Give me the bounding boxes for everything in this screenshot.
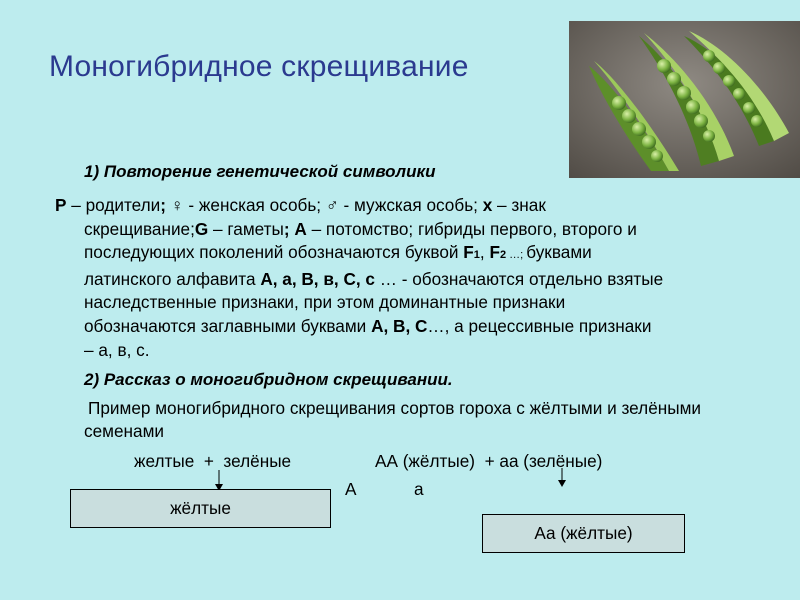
symbol-x-def: – знак bbox=[492, 195, 546, 215]
cross-phenotypes: желтые + зелёные bbox=[134, 451, 292, 471]
symbol-a: А bbox=[289, 218, 307, 239]
section2-heading: 2) Рассказ о моногибридном скрещивании. bbox=[84, 370, 453, 389]
slide-title: Моногибридное скрещивание bbox=[49, 50, 469, 83]
text-fragment: обозначаются заглавными буквами bbox=[84, 315, 372, 336]
symbol-g-def: – гаметы bbox=[208, 218, 284, 239]
symbols-line6 bbox=[55, 315, 770, 339]
symbol-x: х bbox=[482, 195, 493, 215]
symbols-paragraph bbox=[55, 194, 770, 362]
offspring-box-phenotype: жёлтые bbox=[70, 489, 331, 528]
gamete-dominant: А bbox=[345, 479, 357, 499]
text-fragment: – потомство; гибриды первого, второго и bbox=[306, 218, 637, 239]
symbol-f: F bbox=[463, 242, 474, 263]
separator: ; bbox=[283, 218, 290, 239]
symbols-line5: наследственные признаки, при этом доминантные признаки bbox=[84, 292, 566, 313]
symbol-p-def: – родители bbox=[66, 195, 161, 215]
symbol-g: G bbox=[194, 218, 209, 239]
text-fragment: последующих поколений обозначаются буквой bbox=[84, 242, 464, 263]
example-sentence: Пример моногибридного скрещивания сортов гороха с жёлтыми и зелёными семенами bbox=[84, 398, 702, 441]
example-text bbox=[84, 397, 744, 443]
latin-letters: А, а, В, в, С, с bbox=[260, 268, 375, 289]
gamete-recessive: а bbox=[414, 479, 424, 499]
pea-pods-image bbox=[569, 21, 800, 178]
symbols-line3 bbox=[55, 241, 770, 268]
cross-genotypes: АА (жёлтые) + аа (зелёные) bbox=[375, 451, 603, 471]
text-fragment: …; bbox=[506, 249, 527, 262]
symbols-line1 bbox=[55, 194, 770, 218]
symbols-line7: – а, в, с. bbox=[84, 339, 150, 360]
symbols-line4 bbox=[55, 268, 770, 292]
sex-symbols-def: ♀ - женская особь; ♂ - мужская особь; bbox=[165, 195, 483, 215]
symbol-f2: F bbox=[489, 242, 500, 263]
pea-pods-photo bbox=[569, 21, 800, 178]
text-fragment: латинского алфавита bbox=[84, 268, 261, 289]
text-fragment: … - обозначаются отдельно взятые bbox=[375, 268, 664, 289]
symbols-line2 bbox=[55, 218, 770, 242]
symbol-p: Р bbox=[55, 195, 67, 215]
section1-heading: 1) Повторение генетической символики bbox=[84, 162, 436, 181]
subscript-2: 2 bbox=[499, 249, 507, 262]
text-fragment: , bbox=[479, 242, 490, 263]
text-fragment: буквами bbox=[526, 242, 592, 263]
down-arrow-icon bbox=[555, 468, 569, 488]
text-fragment: …, а рецессивные признаки bbox=[427, 315, 652, 336]
text-fragment: скрещивание; bbox=[84, 218, 195, 239]
capital-letters: А, В, С bbox=[371, 315, 428, 336]
offspring-box-genotype: Аа (жёлтые) bbox=[482, 514, 685, 553]
subscript-1: 1 bbox=[473, 249, 480, 262]
separator: ; bbox=[160, 195, 166, 215]
